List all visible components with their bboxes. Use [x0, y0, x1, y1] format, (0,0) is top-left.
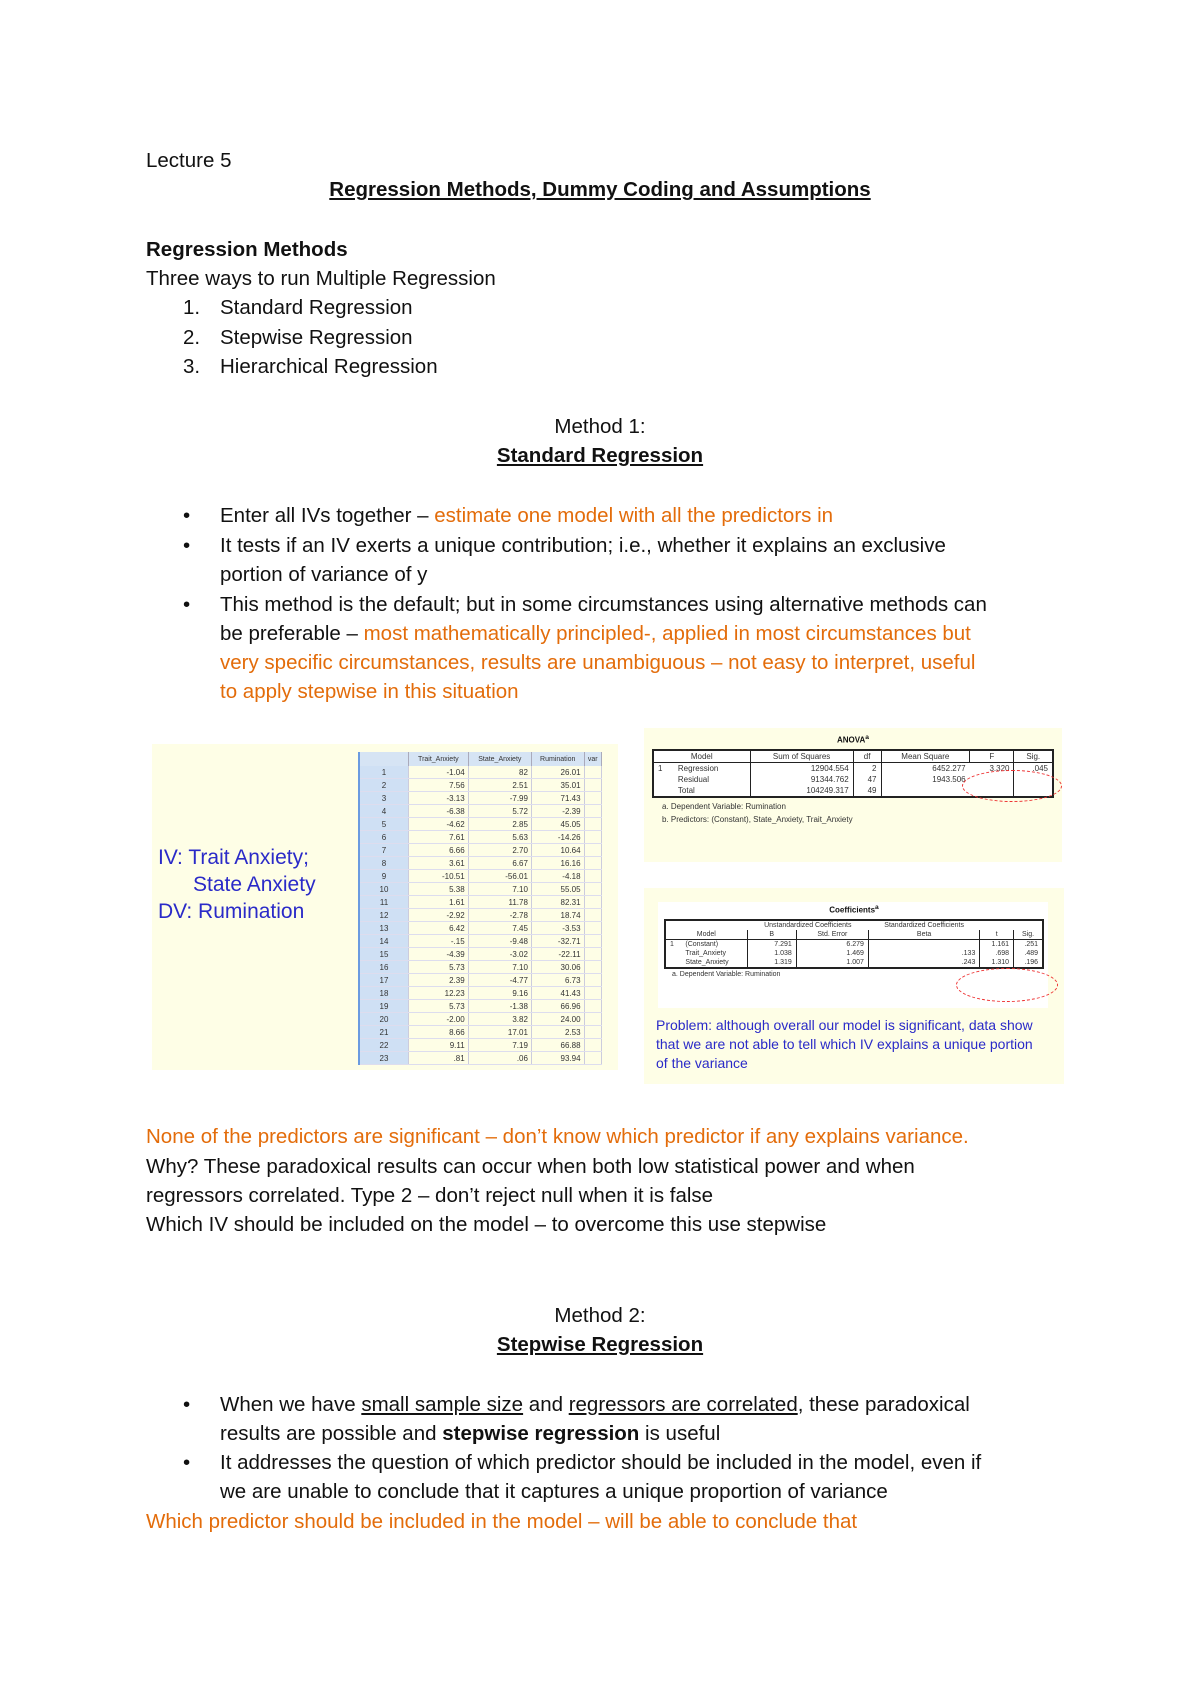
table-cell: 93.94: [531, 1052, 584, 1065]
anova-note: a. Dependent Variable: Rumination: [662, 801, 786, 811]
table-cell: [584, 1013, 601, 1026]
table-cell: 1: [359, 766, 409, 779]
table-cell: 8.66: [409, 1026, 469, 1039]
table-cell: 35.01: [531, 779, 584, 792]
table-cell: [584, 935, 601, 948]
table-cell: 6452.277: [932, 763, 966, 773]
table-cell: -4.39: [409, 948, 469, 961]
table-cell: [653, 785, 674, 797]
bullet-item: • Enter all IVs together – estimate one model with all the predictors in: [183, 504, 834, 527]
column-header: Sig.: [1014, 930, 1043, 940]
table-cell: 30.06: [531, 961, 584, 974]
table-row: [359, 974, 602, 987]
bullet-item: • When we have small sample size and regressors are correlated, these paradoxical: [183, 1393, 970, 1416]
table-cell: -56.01: [468, 870, 531, 883]
table-cell: .196: [1014, 958, 1043, 968]
lecture-label: Lecture 5: [146, 149, 232, 172]
anova-note: b. Predictors: (Constant), State_Anxiety, Trait_Anxiety: [662, 814, 853, 824]
list-item: 1. Standard Regression: [183, 296, 413, 319]
table-cell: 21: [359, 1026, 409, 1039]
table-cell: [665, 958, 681, 968]
section-heading: Regression Methods: [146, 238, 348, 261]
table-row: [665, 958, 1043, 968]
table-cell: 3.82: [468, 1013, 531, 1026]
column-header: var: [584, 752, 601, 766]
bullet-continuation: results are possible and stepwise regression is useful: [220, 1422, 721, 1445]
table-cell: [584, 922, 601, 935]
table-cell: 1.319: [747, 958, 796, 968]
table-cell: 1: [670, 940, 674, 948]
table-cell: [584, 844, 601, 857]
table-cell: [584, 818, 601, 831]
method1-title: Standard Regression: [496, 444, 704, 467]
table-cell: .698: [980, 949, 1014, 958]
table-cell: 15: [359, 948, 409, 961]
table-cell: .133: [868, 949, 979, 958]
method1-label: Method 1:: [554, 415, 646, 438]
table-cell: -10.51: [409, 870, 469, 883]
table-cell: 13: [359, 922, 409, 935]
table-row: [359, 948, 602, 961]
table-row: [359, 766, 602, 779]
table-row: [359, 792, 602, 805]
table-cell: 82.31: [531, 896, 584, 909]
table-cell: 24.00: [531, 1013, 584, 1026]
table-cell: 10: [359, 883, 409, 896]
table-cell: [584, 961, 601, 974]
table-row: [359, 935, 602, 948]
column-header: Sum of Squares: [750, 750, 853, 763]
table-cell: -.15: [409, 935, 469, 948]
table-row: [359, 1039, 602, 1052]
table-cell: 6.66: [409, 844, 469, 857]
table-cell: 20: [359, 1013, 409, 1026]
table-cell: 5.38: [409, 883, 469, 896]
table-cell: 19: [359, 1000, 409, 1013]
table-row: [359, 883, 602, 896]
data-grid: [358, 752, 602, 1065]
column-header: [359, 752, 409, 766]
table-row: [359, 831, 602, 844]
table-cell: -2.39: [531, 805, 584, 818]
data-view-figure: [152, 744, 618, 1070]
column-header: Beta: [868, 930, 979, 940]
table-cell: -4.18: [531, 870, 584, 883]
table-row: [359, 987, 602, 1000]
table-cell: [584, 1052, 601, 1065]
table-row: [359, 779, 602, 792]
coefficients-note: a. Dependent Variable: Rumination: [672, 970, 781, 978]
table-cell: 18: [359, 987, 409, 1000]
table-cell: 5: [359, 818, 409, 831]
table-cell: 2: [853, 762, 881, 774]
table-cell: 91344.762: [750, 774, 853, 785]
table-cell: 7.10: [468, 883, 531, 896]
list-item: 3. Hierarchical Regression: [183, 355, 438, 378]
table-cell: 8: [359, 857, 409, 870]
table-cell: -2.92: [409, 909, 469, 922]
table-cell: 6: [359, 831, 409, 844]
coefficients-title: Coefficients$^a$: [829, 904, 879, 915]
table-cell: 2.53: [531, 1026, 584, 1039]
table-cell: [584, 792, 601, 805]
variables-caption: IV: Trait Anxiety; State Anxiety DV: Rumination: [158, 846, 316, 923]
bullet-item: • It addresses the question of which predictor should be included in the model, even if: [183, 1451, 982, 1474]
table-cell: 47: [853, 774, 881, 785]
table-cell: 23: [359, 1052, 409, 1065]
table-cell: (Constant): [681, 939, 747, 949]
column-header: t: [980, 930, 1014, 940]
table-cell: [584, 896, 601, 909]
coefficients-figure: [644, 888, 1064, 1084]
table-cell: [584, 779, 601, 792]
paragraph-line: None of the predictors are significant – don’t know which predictor if any explains variance.: [146, 1125, 969, 1148]
table-cell: 2.70: [468, 844, 531, 857]
table-cell: 1.310: [980, 958, 1014, 968]
table-cell: 9.11: [409, 1039, 469, 1052]
bullet-continuation: we are unable to conclude that it captures a unique proportion of variance: [220, 1480, 888, 1503]
table-cell: 2.39: [409, 974, 469, 987]
table-row: [359, 909, 602, 922]
table-cell: -3.13: [409, 792, 469, 805]
column-header: Trait_Anxiety: [409, 752, 469, 766]
column-header: Sig.: [1014, 750, 1053, 763]
bullet-item: • This method is the default; but in some circumstances using alternative methods can: [183, 593, 987, 616]
column-header: df: [853, 750, 881, 763]
table-cell: 7.56: [409, 779, 469, 792]
table-cell: Trait_Anxiety: [681, 949, 747, 958]
table-cell: -4.77: [468, 974, 531, 987]
table-cell: 2.51: [468, 779, 531, 792]
table-cell: 17: [359, 974, 409, 987]
table-cell: 26.01: [531, 766, 584, 779]
table-cell: 3: [359, 792, 409, 805]
table-cell: [665, 949, 681, 958]
table-cell: [584, 948, 601, 961]
document-title: Regression Methods, Dummy Coding and Assumptions: [329, 178, 871, 201]
table-cell: [584, 974, 601, 987]
table-cell: 11: [359, 896, 409, 909]
table-cell: 7.61: [409, 831, 469, 844]
table-cell: 66.96: [531, 1000, 584, 1013]
table-cell: 1.469: [796, 949, 868, 958]
table-cell: 6.42: [409, 922, 469, 935]
table-cell: -22.11: [531, 948, 584, 961]
table-cell: 71.43: [531, 792, 584, 805]
problem-caption: Problem: although overall our model is significant, data show that we are not able to tell which IV explains a unique portion of the variance: [656, 1017, 1033, 1071]
table-cell: 17.01: [468, 1026, 531, 1039]
table-cell: [584, 987, 601, 1000]
table-cell: 7: [359, 844, 409, 857]
table-cell: -7.99: [468, 792, 531, 805]
table-cell: 1: [658, 763, 663, 773]
table-cell: -32.71: [531, 935, 584, 948]
table-cell: [584, 909, 601, 922]
table-row: [665, 939, 1043, 949]
bullet-continuation: be preferable – most mathematically principled-, applied in most circumstances but: [220, 622, 971, 645]
table-cell: 2.85: [468, 818, 531, 831]
table-cell: [584, 805, 601, 818]
table-cell: 16: [359, 961, 409, 974]
table-row: [359, 1052, 602, 1065]
table-cell: 7.291: [747, 939, 796, 949]
anova-figure: [644, 728, 1062, 862]
table-cell: Total: [674, 785, 750, 797]
table-cell: -14.26: [531, 831, 584, 844]
table-cell: -1.04: [409, 766, 469, 779]
table-cell: 5.73: [409, 1000, 469, 1013]
table-cell: .045: [1014, 762, 1053, 774]
method2-label: Method 2:: [554, 1304, 646, 1327]
table-cell: 5.63: [468, 831, 531, 844]
table-cell: 45.05: [531, 818, 584, 831]
table-row: [359, 844, 602, 857]
paragraph-line: Why? These paradoxical results can occur when both low statistical power and when: [146, 1155, 915, 1178]
table-cell: -3.02: [468, 948, 531, 961]
table-cell: 7.45: [468, 922, 531, 935]
table-cell: 3.320: [970, 762, 1014, 774]
highlight-circle: [962, 770, 1062, 802]
bullet-continuation: to apply stepwise in this situation: [220, 680, 519, 703]
table-cell: [868, 939, 979, 949]
table-cell: 5.72: [468, 805, 531, 818]
table-cell: State_Anxiety: [681, 958, 747, 968]
table-row: [359, 870, 602, 883]
table-cell: [584, 831, 601, 844]
table-cell: 18.74: [531, 909, 584, 922]
list-item: 2. Stepwise Regression: [183, 326, 413, 349]
column-header: Model: [653, 750, 750, 763]
table-cell: .81: [409, 1052, 469, 1065]
table-cell: .06: [468, 1052, 531, 1065]
table-cell: 6.67: [468, 857, 531, 870]
table-cell: 9: [359, 870, 409, 883]
highlight-circle: [956, 968, 1058, 1002]
table-cell: [584, 857, 601, 870]
table-cell: 41.43: [531, 987, 584, 1000]
paragraph-line: regressors correlated. Type 2 – don’t reject null when it is false: [146, 1184, 714, 1207]
table-cell: [653, 774, 674, 785]
table-cell: 1.61: [409, 896, 469, 909]
table-cell: [584, 870, 601, 883]
table-cell: [584, 883, 601, 896]
table-cell: 2: [359, 779, 409, 792]
table-cell: 5.73: [409, 961, 469, 974]
table-cell: 49: [853, 785, 881, 797]
table-cell: 1.007: [796, 958, 868, 968]
column-header: B: [747, 930, 796, 940]
table-cell: Regression: [674, 762, 750, 774]
table-row: [359, 1026, 602, 1039]
table-cell: [584, 1026, 601, 1039]
table-row: [359, 818, 602, 831]
table-cell: [881, 785, 970, 797]
table-cell: .489: [1014, 949, 1043, 958]
table-cell: -2.00: [409, 1013, 469, 1026]
table-cell: 3.61: [409, 857, 469, 870]
table-cell: 55.05: [531, 883, 584, 896]
table-cell: 12904.554: [750, 762, 853, 774]
table-cell: 6.73: [531, 974, 584, 987]
table-cell: [584, 1000, 601, 1013]
bullet-continuation: portion of variance of y: [220, 563, 428, 586]
table-cell: 22: [359, 1039, 409, 1052]
table-cell: [584, 766, 601, 779]
column-header: Mean Square: [881, 750, 970, 763]
table-cell: 1943.506: [932, 774, 966, 784]
paragraph-line: Which IV should be included on the model – to overcome this use stepwise: [146, 1213, 827, 1236]
column-header: F: [970, 750, 1014, 763]
table-cell: -2.78: [468, 909, 531, 922]
table-row: [359, 922, 602, 935]
table-cell: .251: [1014, 939, 1043, 949]
table-cell: 12: [359, 909, 409, 922]
table-row: [359, 896, 602, 909]
table-cell: 14: [359, 935, 409, 948]
table-cell: -1.38: [468, 1000, 531, 1013]
closing-line: Which predictor should be included in the model – will be able to conclude that: [146, 1510, 858, 1533]
table-row: [359, 805, 602, 818]
table-row: [359, 1013, 602, 1026]
table-cell: Residual: [674, 774, 750, 785]
bullet-item: • It tests if an IV exerts a unique contribution; i.e., whether it explains an exclusive: [183, 534, 946, 557]
column-header: Std. Error: [796, 930, 868, 940]
bullet-continuation: very specific circumstances, results are unambiguous – not easy to interpret, useful: [220, 651, 976, 674]
intro-text: Three ways to run Multiple Regression: [146, 267, 496, 290]
table-cell: .243: [868, 958, 979, 968]
method2-title: Stepwise Regression: [496, 1333, 704, 1356]
column-header: Model: [665, 930, 747, 940]
table-cell: 104249.317: [750, 785, 853, 797]
table-cell: 4: [359, 805, 409, 818]
table-cell: -3.53: [531, 922, 584, 935]
table-cell: -9.48: [468, 935, 531, 948]
table-cell: 12.23: [409, 987, 469, 1000]
table-cell: -4.62: [409, 818, 469, 831]
anova-title: ANOVA$^a$: [837, 734, 869, 745]
column-header: Rumination: [531, 752, 584, 766]
table-row: [665, 949, 1043, 958]
table-row: [359, 961, 602, 974]
column-header: State_Anxiety: [468, 752, 531, 766]
table-cell: [584, 1039, 601, 1052]
table-cell: 16.16: [531, 857, 584, 870]
table-cell: 1.038: [747, 949, 796, 958]
table-row: [359, 1000, 602, 1013]
table-cell: 1.161: [980, 939, 1014, 949]
table-cell: 9.16: [468, 987, 531, 1000]
table-cell: -6.38: [409, 805, 469, 818]
table-cell: 6.279: [796, 939, 868, 949]
table-cell: 10.64: [531, 844, 584, 857]
coefficients-table: Unstandardized Coefficients Standardized Coefficients Model B Std. Error Beta t Sig. 1 (Constant) 7.291 6.279 1.161 .251 Trait_Anxiety 1.038 1.469 .133 .698 .489 State_Anxiety 1.319 1.007 .243 1.310 .196: [664, 919, 1044, 969]
table-cell: 11.78: [468, 896, 531, 909]
table-cell: 7.10: [468, 961, 531, 974]
table-cell: 82: [468, 766, 531, 779]
table-cell: 66.88: [531, 1039, 584, 1052]
table-cell: 7.19: [468, 1039, 531, 1052]
table-row: [359, 857, 602, 870]
